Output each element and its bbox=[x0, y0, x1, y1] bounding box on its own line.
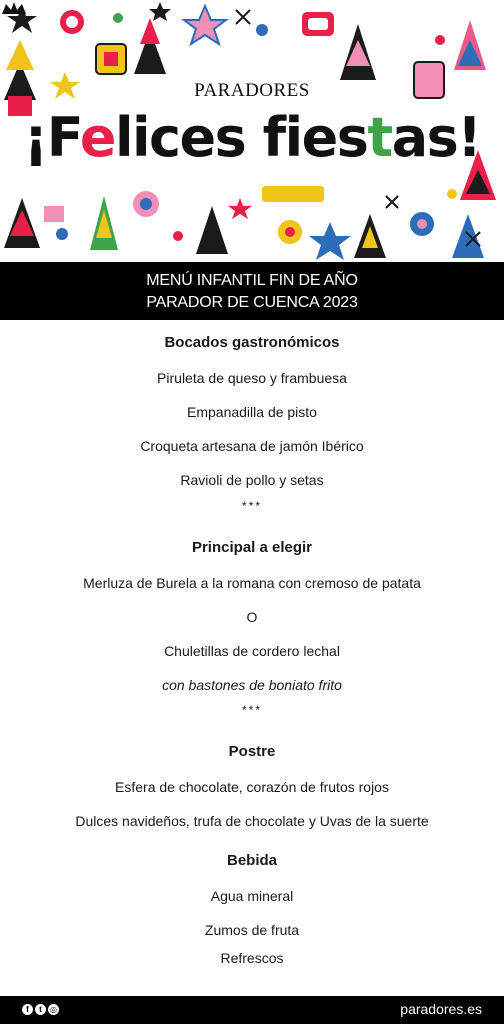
menu-title: MENÚ INFANTIL FIN DE AÑO bbox=[146, 272, 358, 289]
menu-item: Merluza de Burela a la romana con cremoso de patata bbox=[83, 575, 421, 591]
menu-item: con bastones de boniato frito bbox=[162, 677, 342, 693]
menu-item: Piruleta de queso y frambuesa bbox=[157, 370, 347, 386]
twitter-icon[interactable]: t bbox=[35, 1004, 46, 1015]
greeting-text: ¡Felices fiestas! bbox=[23, 106, 481, 169]
menu-item: Empanadilla de pisto bbox=[187, 404, 317, 420]
section-separator: *** bbox=[241, 703, 262, 717]
section-title-bocados: Bocados gastronómicos bbox=[164, 334, 340, 351]
footer-bar bbox=[0, 996, 504, 1024]
menu-item: Dulces navideños, trufa de chocolate y Uvas de la suerte bbox=[75, 813, 429, 829]
section-title-bebida: Bebida bbox=[226, 852, 277, 869]
website-link[interactable]: paradores.es bbox=[400, 1001, 482, 1017]
menu-item: Croqueta artesana de jamón Ibérico bbox=[140, 438, 364, 454]
menu-item: O bbox=[246, 609, 258, 625]
section-title-postre: Postre bbox=[228, 743, 276, 760]
menu-item: Esfera de chocolate, corazón de frutos rojos bbox=[115, 779, 389, 795]
menu-item: Refrescos bbox=[220, 950, 284, 966]
brand-name: PARADORES bbox=[194, 80, 310, 101]
menu-title-bar bbox=[0, 262, 504, 320]
instagram-icon[interactable]: ◎ bbox=[48, 1004, 59, 1015]
festive-banner bbox=[0, 0, 504, 262]
menu-item: Chuletillas de cordero lechal bbox=[164, 643, 340, 659]
menu-item: Zumos de fruta bbox=[204, 922, 300, 938]
menu-item: Agua mineral bbox=[210, 888, 294, 904]
menu-subtitle: PARADOR DE CUENCA 2023 bbox=[146, 294, 358, 311]
crown-logo-icon bbox=[0, 0, 28, 16]
section-separator: *** bbox=[241, 499, 262, 513]
facebook-icon[interactable]: f bbox=[22, 1004, 33, 1015]
social-links bbox=[22, 1004, 59, 1015]
section-title-principal: Principal a elegir bbox=[191, 539, 313, 556]
menu-item: Ravioli de pollo y setas bbox=[180, 472, 324, 488]
